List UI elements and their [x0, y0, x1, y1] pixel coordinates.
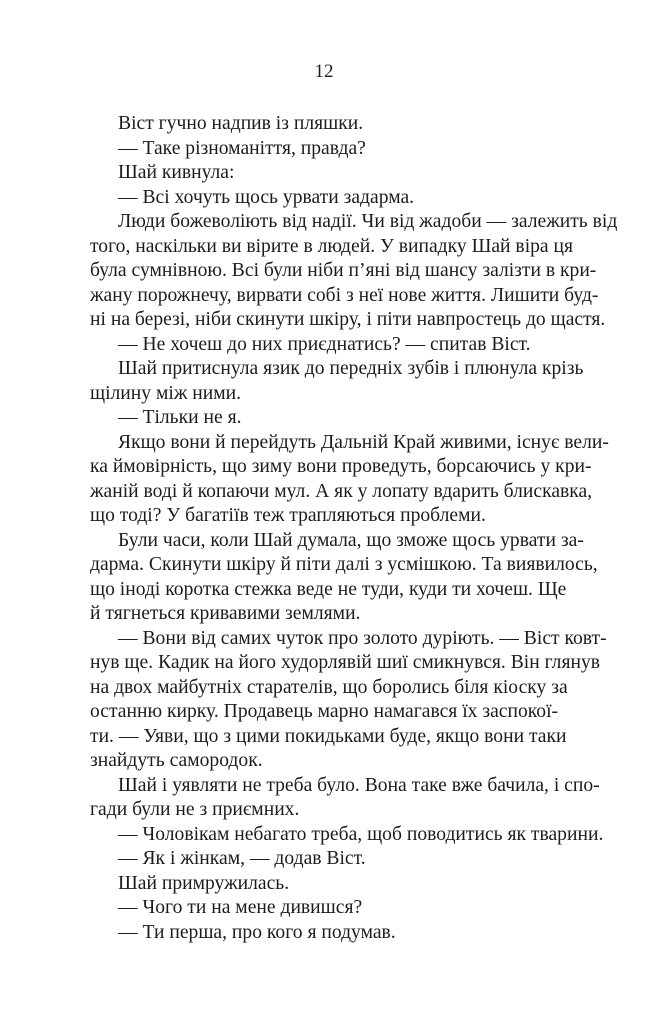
text-line: — Як і жінкам, — додав Віст.	[118, 848, 366, 869]
text-line: — Таке різноманіття, правда?	[118, 137, 366, 159]
paragraph	[90, 872, 558, 897]
text-line: — Не хочеш до них приєднатись? — спитав Віст.	[118, 333, 531, 355]
paragraph	[90, 161, 558, 186]
text-line: що тоді? У багатіїв теж трапляються проблеми.	[90, 505, 486, 526]
paragraph	[90, 774, 600, 823]
paragraph	[90, 406, 558, 431]
text-line: жану порожнечу, вирвати собі з неї нове життя. Лишити буд-	[90, 284, 599, 306]
text-line: Шай примружилась.	[118, 872, 290, 894]
paragraph	[90, 431, 609, 529]
paragraph	[90, 357, 584, 406]
text-line: Шай притиснула язик до передніх зубів і плюнула крізь	[118, 358, 584, 379]
text-line: Були часи, коли Шай думала, що зможе щось урвати за-	[118, 529, 584, 551]
page-number: 12	[314, 61, 334, 82]
text-line: ні на березі, ніби скинути шкіру, і піти навпростець до щастя.	[90, 309, 606, 330]
text-line: — Ти перша, про кого я подумав.	[118, 921, 396, 943]
paragraph	[90, 896, 558, 921]
text-line: — Вони від самих чуток про золото дуріють. — Віст ковт-	[118, 627, 607, 649]
text-line: Шай і уявляти не треба було. Вона таке вже бачила, і спо-	[118, 774, 600, 796]
text-line: гади були не з приємних.	[90, 799, 300, 820]
paragraph	[90, 333, 558, 358]
text-line: й тягнеться кривавими землями.	[90, 603, 361, 624]
text-line: щілину між ними.	[90, 382, 242, 404]
paragraph	[90, 137, 558, 162]
body-text	[90, 112, 618, 945]
text-line: на двох майбутніх старателів, що боролись біля кіоску за	[90, 676, 568, 698]
text-line: — Всі хочуть щось урвати задарма.	[118, 186, 415, 208]
text-line: знайдуть самородок.	[90, 750, 263, 771]
text-line: нув ще. Кадик на його худорлявій шиї смикнувся. Він глянув	[90, 652, 600, 673]
paragraph	[90, 823, 604, 848]
text-line: жаній воді й копаючи мул. А як у лопату вдарить блискавка,	[90, 480, 593, 502]
text-line: того, наскільки ви вірите в людей. У випадку Шай віра ця	[90, 235, 574, 257]
text-line: Якщо вони й перейдуть Дальній Край живими, існує вели-	[118, 431, 609, 453]
text-line: що іноді коротка стежка веде не туди, куди ти хочеш. Ще	[90, 578, 567, 600]
text-line: останню кирку. Продавець марно намагався їх заспокої-	[90, 701, 559, 722]
paragraph	[90, 186, 558, 211]
text-line: ка ймовірність, що зиму вони проведуть, борсаючись у кри-	[90, 456, 592, 477]
text-line: Віст гучно надпив із пляшки.	[118, 113, 364, 134]
paragraph	[90, 627, 607, 774]
paragraph	[90, 921, 558, 946]
text-line: — Тільки не я.	[118, 407, 242, 428]
text-line: — Чого ти на мене дивишся?	[118, 897, 363, 918]
paragraph	[90, 847, 558, 872]
paragraph	[90, 210, 618, 333]
text-line: була сумнівною. Всі були ніби п’яні від шансу залізти в кри-	[90, 260, 597, 281]
text-line: ти. — Уяви, що з цими покидьками буде, якщо вони таки	[90, 725, 567, 747]
text-line: — Чоловікам небагато треба, щоб поводитись як тварини.	[118, 823, 604, 845]
text-line: Шай кивнула:	[118, 162, 235, 183]
text-line: дарма. Скинути шкіру й піти далі з усмішкою. Та виявилось,	[90, 554, 598, 575]
text-line: Люди божеволіють від надії. Чи від жадоби — залежить від	[118, 211, 618, 232]
paragraph	[90, 529, 598, 627]
paragraph	[90, 112, 558, 137]
